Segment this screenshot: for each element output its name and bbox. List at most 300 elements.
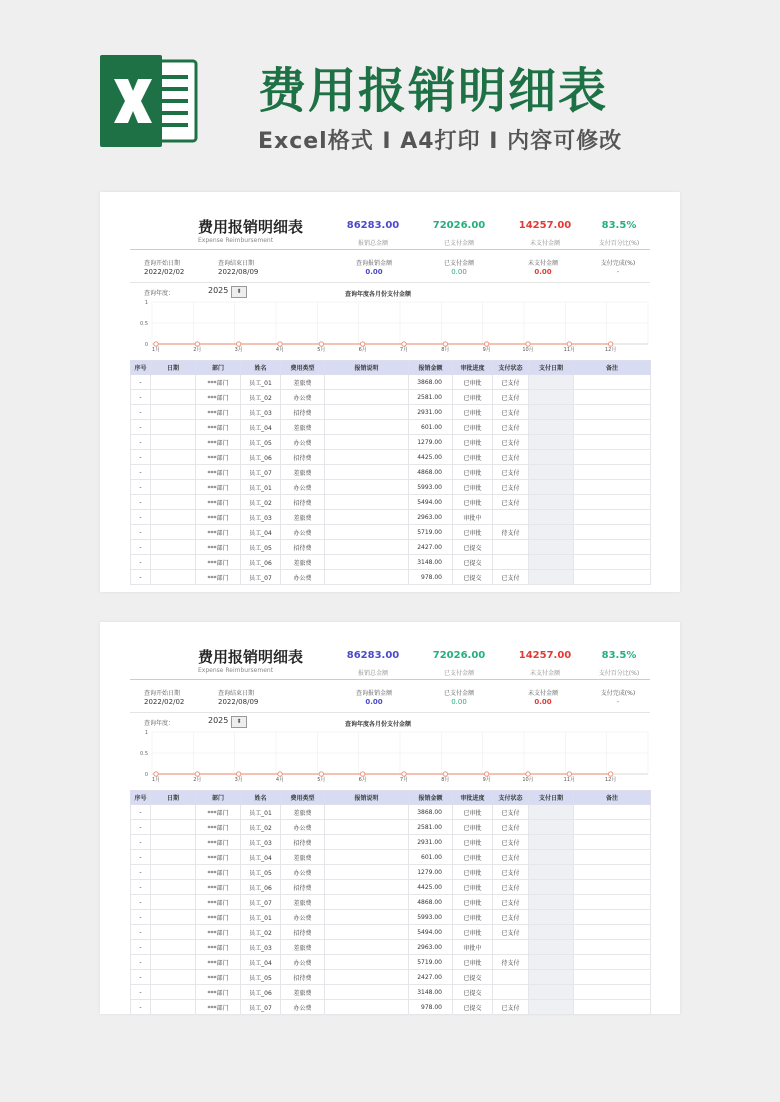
table-cell[interactable] xyxy=(151,880,196,895)
table-cell[interactable] xyxy=(574,925,651,940)
table-cell[interactable]: 差旅费 xyxy=(281,510,325,525)
table-cell[interactable] xyxy=(325,375,409,390)
table-cell[interactable]: 601.00 xyxy=(409,850,453,865)
query-start-value[interactable]: 2022/02/02 xyxy=(144,698,185,706)
table-cell[interactable]: - xyxy=(131,525,151,540)
table-cell[interactable] xyxy=(529,435,574,450)
table-cell[interactable] xyxy=(574,375,651,390)
table-cell[interactable]: 已审批 xyxy=(453,420,493,435)
table-cell[interactable]: 3148.00 xyxy=(409,555,453,570)
table-cell[interactable] xyxy=(151,375,196,390)
table-cell[interactable]: - xyxy=(131,405,151,420)
table-cell[interactable] xyxy=(325,1000,409,1015)
table-cell[interactable]: 已审批 xyxy=(453,435,493,450)
table-cell[interactable]: 4868.00 xyxy=(409,465,453,480)
table-cell[interactable] xyxy=(151,925,196,940)
table-cell[interactable]: 2963.00 xyxy=(409,510,453,525)
table-row[interactable] xyxy=(131,390,651,405)
table-cell[interactable]: 员工_03 xyxy=(241,835,281,850)
table-row[interactable] xyxy=(131,850,651,865)
table-cell[interactable]: 2581.00 xyxy=(409,390,453,405)
table-cell[interactable]: ***部门 xyxy=(196,1000,241,1015)
table-cell[interactable] xyxy=(325,420,409,435)
table-cell[interactable] xyxy=(151,405,196,420)
table-cell[interactable]: - xyxy=(131,955,151,970)
table-cell[interactable] xyxy=(529,895,574,910)
table-cell[interactable] xyxy=(151,480,196,495)
table-cell[interactable] xyxy=(151,495,196,510)
year-value[interactable]: 2025 xyxy=(208,286,229,295)
table-cell[interactable] xyxy=(529,850,574,865)
table-cell[interactable]: 已审批 xyxy=(453,880,493,895)
table-cell[interactable]: 2931.00 xyxy=(409,405,453,420)
table-cell[interactable] xyxy=(151,820,196,835)
table-cell[interactable] xyxy=(151,850,196,865)
table-cell[interactable]: - xyxy=(131,925,151,940)
table-cell[interactable] xyxy=(325,450,409,465)
year-value[interactable]: 2025 xyxy=(208,716,229,725)
table-cell[interactable] xyxy=(151,570,196,585)
table-cell[interactable]: ***部门 xyxy=(196,835,241,850)
table-cell[interactable] xyxy=(574,970,651,985)
table-cell[interactable] xyxy=(151,435,196,450)
table-cell[interactable]: 1279.00 xyxy=(409,435,453,450)
table-cell[interactable]: 已支付 xyxy=(493,880,529,895)
table-cell[interactable]: 员工_04 xyxy=(241,525,281,540)
table-cell[interactable]: - xyxy=(131,450,151,465)
table-cell[interactable] xyxy=(574,865,651,880)
table-row[interactable] xyxy=(131,820,651,835)
table-cell[interactable] xyxy=(325,910,409,925)
table-cell[interactable] xyxy=(325,480,409,495)
table-cell[interactable] xyxy=(325,970,409,985)
table-cell[interactable]: 办公费 xyxy=(281,1000,325,1015)
table-cell[interactable] xyxy=(529,540,574,555)
table-cell[interactable] xyxy=(574,985,651,1000)
table-cell[interactable]: 员工_02 xyxy=(241,820,281,835)
table-cell[interactable]: - xyxy=(131,850,151,865)
table-cell[interactable]: ***部门 xyxy=(196,480,241,495)
table-cell[interactable] xyxy=(325,540,409,555)
table-row[interactable] xyxy=(131,955,651,970)
table-cell[interactable] xyxy=(151,835,196,850)
table-cell[interactable]: 员工_02 xyxy=(241,495,281,510)
table-cell[interactable] xyxy=(325,820,409,835)
table-cell[interactable]: - xyxy=(131,910,151,925)
table-row[interactable] xyxy=(131,910,651,925)
table-cell[interactable] xyxy=(529,420,574,435)
table-row[interactable] xyxy=(131,465,651,480)
table-cell[interactable]: - xyxy=(131,820,151,835)
table-cell[interactable]: 已提交 xyxy=(453,555,493,570)
table-cell[interactable]: 员工_04 xyxy=(241,850,281,865)
table-cell[interactable]: 已审批 xyxy=(453,955,493,970)
table-cell[interactable]: ***部门 xyxy=(196,955,241,970)
table-row[interactable] xyxy=(131,925,651,940)
table-cell[interactable] xyxy=(529,865,574,880)
table-cell[interactable] xyxy=(151,420,196,435)
table-cell[interactable]: 已提交 xyxy=(453,1000,493,1015)
table-cell[interactable]: ***部门 xyxy=(196,390,241,405)
table-cell[interactable]: 招待费 xyxy=(281,925,325,940)
table-cell[interactable]: 员工_03 xyxy=(241,940,281,955)
table-cell[interactable]: 已支付 xyxy=(493,495,529,510)
table-cell[interactable]: - xyxy=(131,865,151,880)
table-cell[interactable]: 差旅费 xyxy=(281,895,325,910)
table-row[interactable] xyxy=(131,985,651,1000)
table-cell[interactable]: 已提交 xyxy=(453,540,493,555)
table-cell[interactable] xyxy=(574,1000,651,1015)
table-cell[interactable]: 员工_02 xyxy=(241,925,281,940)
table-cell[interactable]: 员工_06 xyxy=(241,555,281,570)
table-cell[interactable] xyxy=(574,880,651,895)
table-cell[interactable]: 5993.00 xyxy=(409,480,453,495)
table-cell[interactable]: 员工_02 xyxy=(241,390,281,405)
table-cell[interactable]: 已审批 xyxy=(453,925,493,940)
table-cell[interactable] xyxy=(574,525,651,540)
table-cell[interactable]: ***部门 xyxy=(196,570,241,585)
table-cell[interactable]: 已审批 xyxy=(453,895,493,910)
table-cell[interactable]: ***部门 xyxy=(196,850,241,865)
table-cell[interactable] xyxy=(529,910,574,925)
table-cell[interactable]: 员工_07 xyxy=(241,570,281,585)
table-cell[interactable]: 已审批 xyxy=(453,850,493,865)
table-cell[interactable]: 已提交 xyxy=(453,970,493,985)
table-cell[interactable]: 已支付 xyxy=(493,805,529,820)
table-cell[interactable] xyxy=(325,405,409,420)
table-cell[interactable] xyxy=(151,955,196,970)
table-cell[interactable] xyxy=(493,540,529,555)
table-row[interactable] xyxy=(131,555,651,570)
table-cell[interactable] xyxy=(574,480,651,495)
table-row[interactable] xyxy=(131,895,651,910)
table-cell[interactable] xyxy=(529,570,574,585)
table-cell[interactable]: 招待费 xyxy=(281,450,325,465)
table-cell[interactable] xyxy=(493,555,529,570)
table-cell[interactable] xyxy=(529,940,574,955)
table-row[interactable] xyxy=(131,375,651,390)
table-cell[interactable] xyxy=(574,940,651,955)
table-cell[interactable] xyxy=(151,895,196,910)
table-cell[interactable]: 已支付 xyxy=(493,910,529,925)
table-cell[interactable] xyxy=(151,970,196,985)
table-cell[interactable]: 员工_07 xyxy=(241,465,281,480)
table-row[interactable] xyxy=(131,525,651,540)
table-cell[interactable] xyxy=(493,510,529,525)
table-cell[interactable]: 已审批 xyxy=(453,375,493,390)
table-cell[interactable]: 审批中 xyxy=(453,510,493,525)
table-cell[interactable] xyxy=(151,450,196,465)
table-cell[interactable] xyxy=(529,805,574,820)
table-cell[interactable]: 已支付 xyxy=(493,405,529,420)
table-cell[interactable]: 办公费 xyxy=(281,480,325,495)
table-cell[interactable]: - xyxy=(131,895,151,910)
table-cell[interactable] xyxy=(151,540,196,555)
table-cell[interactable] xyxy=(151,465,196,480)
table-cell[interactable]: - xyxy=(131,375,151,390)
table-cell[interactable]: ***部门 xyxy=(196,970,241,985)
table-cell[interactable]: 已支付 xyxy=(493,850,529,865)
table-cell[interactable] xyxy=(529,510,574,525)
table-cell[interactable] xyxy=(529,450,574,465)
table-cell[interactable]: 已支付 xyxy=(493,1000,529,1015)
table-cell[interactable]: 4868.00 xyxy=(409,895,453,910)
table-cell[interactable]: 办公费 xyxy=(281,570,325,585)
table-cell[interactable]: 已审批 xyxy=(453,820,493,835)
table-row[interactable] xyxy=(131,805,651,820)
table-cell[interactable]: 4425.00 xyxy=(409,880,453,895)
table-row[interactable] xyxy=(131,835,651,850)
table-cell[interactable] xyxy=(151,940,196,955)
table-cell[interactable]: 员工_07 xyxy=(241,1000,281,1015)
table-cell[interactable] xyxy=(151,510,196,525)
table-cell[interactable]: 招待费 xyxy=(281,970,325,985)
table-cell[interactable]: ***部门 xyxy=(196,405,241,420)
table-cell[interactable] xyxy=(151,910,196,925)
table-cell[interactable]: 员工_01 xyxy=(241,480,281,495)
table-cell[interactable]: ***部门 xyxy=(196,465,241,480)
table-cell[interactable]: 已审批 xyxy=(453,835,493,850)
table-cell[interactable] xyxy=(325,895,409,910)
table-cell[interactable] xyxy=(151,525,196,540)
table-cell[interactable]: 员工_04 xyxy=(241,955,281,970)
table-row[interactable] xyxy=(131,510,651,525)
table-cell[interactable]: ***部门 xyxy=(196,910,241,925)
table-cell[interactable] xyxy=(529,985,574,1000)
table-cell[interactable] xyxy=(325,805,409,820)
table-row[interactable] xyxy=(131,480,651,495)
table-cell[interactable] xyxy=(151,390,196,405)
table-cell[interactable]: 办公费 xyxy=(281,435,325,450)
table-cell[interactable]: 员工_05 xyxy=(241,865,281,880)
table-cell[interactable]: 978.00 xyxy=(409,1000,453,1015)
table-cell[interactable]: 员工_06 xyxy=(241,450,281,465)
table-cell[interactable]: 已审批 xyxy=(453,910,493,925)
table-cell[interactable]: 已支付 xyxy=(493,420,529,435)
table-cell[interactable]: ***部门 xyxy=(196,985,241,1000)
table-cell[interactable] xyxy=(529,480,574,495)
query-end-value[interactable]: 2022/08/09 xyxy=(218,268,259,276)
table-cell[interactable]: ***部门 xyxy=(196,495,241,510)
table-cell[interactable]: 5719.00 xyxy=(409,525,453,540)
table-cell[interactable]: 5993.00 xyxy=(409,910,453,925)
table-cell[interactable]: 已审批 xyxy=(453,525,493,540)
table-cell[interactable]: ***部门 xyxy=(196,435,241,450)
table-cell[interactable] xyxy=(529,465,574,480)
table-cell[interactable] xyxy=(325,525,409,540)
table-row[interactable] xyxy=(131,495,651,510)
table-cell[interactable] xyxy=(529,405,574,420)
table-cell[interactable] xyxy=(325,835,409,850)
table-cell[interactable]: - xyxy=(131,390,151,405)
table-cell[interactable]: - xyxy=(131,940,151,955)
table-cell[interactable] xyxy=(574,910,651,925)
table-cell[interactable]: 已支付 xyxy=(493,465,529,480)
table-cell[interactable]: 已审批 xyxy=(453,390,493,405)
table-cell[interactable]: 员工_04 xyxy=(241,420,281,435)
table-cell[interactable] xyxy=(151,805,196,820)
table-cell[interactable] xyxy=(529,390,574,405)
table-cell[interactable]: 1279.00 xyxy=(409,865,453,880)
table-cell[interactable]: 办公费 xyxy=(281,910,325,925)
table-cell[interactable]: 差旅费 xyxy=(281,985,325,1000)
table-row[interactable] xyxy=(131,865,651,880)
table-cell[interactable]: 员工_01 xyxy=(241,375,281,390)
table-cell[interactable]: - xyxy=(131,570,151,585)
table-cell[interactable]: 2581.00 xyxy=(409,820,453,835)
table-cell[interactable] xyxy=(574,435,651,450)
table-cell[interactable]: - xyxy=(131,985,151,1000)
table-row[interactable] xyxy=(131,880,651,895)
table-cell[interactable]: ***部门 xyxy=(196,375,241,390)
table-cell[interactable]: 员工_01 xyxy=(241,910,281,925)
table-cell[interactable]: 3868.00 xyxy=(409,375,453,390)
table-cell[interactable] xyxy=(529,1000,574,1015)
table-cell[interactable]: ***部门 xyxy=(196,525,241,540)
table-cell[interactable] xyxy=(574,450,651,465)
table-cell[interactable]: 已支付 xyxy=(493,450,529,465)
table-cell[interactable]: 已审批 xyxy=(453,805,493,820)
table-cell[interactable]: 2427.00 xyxy=(409,540,453,555)
year-spinner[interactable]: ⬍ xyxy=(231,716,247,728)
table-cell[interactable] xyxy=(325,465,409,480)
table-cell[interactable] xyxy=(325,495,409,510)
table-cell[interactable] xyxy=(493,985,529,1000)
table-cell[interactable]: 已提交 xyxy=(453,985,493,1000)
table-cell[interactable]: ***部门 xyxy=(196,420,241,435)
table-cell[interactable]: 已支付 xyxy=(493,865,529,880)
year-spinner[interactable]: ⬍ xyxy=(231,286,247,298)
table-cell[interactable]: ***部门 xyxy=(196,865,241,880)
table-cell[interactable]: - xyxy=(131,480,151,495)
table-row[interactable] xyxy=(131,405,651,420)
table-cell[interactable] xyxy=(325,850,409,865)
table-cell[interactable]: 已支付 xyxy=(493,820,529,835)
table-cell[interactable]: 601.00 xyxy=(409,420,453,435)
table-cell[interactable]: 5494.00 xyxy=(409,495,453,510)
table-cell[interactable]: ***部门 xyxy=(196,510,241,525)
table-cell[interactable] xyxy=(574,420,651,435)
table-cell[interactable]: - xyxy=(131,835,151,850)
query-start-value[interactable]: 2022/02/02 xyxy=(144,268,185,276)
table-cell[interactable] xyxy=(529,820,574,835)
table-cell[interactable]: 已支付 xyxy=(493,570,529,585)
table-cell[interactable] xyxy=(493,970,529,985)
table-cell[interactable]: ***部门 xyxy=(196,540,241,555)
table-cell[interactable] xyxy=(529,955,574,970)
table-cell[interactable]: 已审批 xyxy=(453,450,493,465)
table-cell[interactable]: 3148.00 xyxy=(409,985,453,1000)
table-cell[interactable]: ***部门 xyxy=(196,880,241,895)
table-cell[interactable] xyxy=(574,540,651,555)
table-cell[interactable] xyxy=(529,495,574,510)
table-cell[interactable]: 已审批 xyxy=(453,495,493,510)
table-cell[interactable]: 员工_05 xyxy=(241,970,281,985)
table-cell[interactable]: 2931.00 xyxy=(409,835,453,850)
table-cell[interactable]: - xyxy=(131,555,151,570)
table-cell[interactable]: 已支付 xyxy=(493,835,529,850)
table-cell[interactable] xyxy=(325,390,409,405)
table-cell[interactable]: ***部门 xyxy=(196,925,241,940)
table-cell[interactable] xyxy=(574,465,651,480)
table-cell[interactable]: 2427.00 xyxy=(409,970,453,985)
table-cell[interactable] xyxy=(574,955,651,970)
table-row[interactable] xyxy=(131,970,651,985)
table-cell[interactable]: 已提交 xyxy=(453,570,493,585)
table-cell[interactable] xyxy=(325,435,409,450)
table-cell[interactable] xyxy=(574,895,651,910)
table-cell[interactable] xyxy=(574,510,651,525)
table-cell[interactable] xyxy=(529,970,574,985)
table-cell[interactable]: 已支付 xyxy=(493,480,529,495)
table-cell[interactable]: 已支付 xyxy=(493,925,529,940)
table-cell[interactable]: 5719.00 xyxy=(409,955,453,970)
table-cell[interactable]: 待支付 xyxy=(493,955,529,970)
table-cell[interactable] xyxy=(151,985,196,1000)
table-cell[interactable] xyxy=(529,925,574,940)
table-cell[interactable]: ***部门 xyxy=(196,820,241,835)
table-cell[interactable] xyxy=(574,405,651,420)
table-cell[interactable]: - xyxy=(131,880,151,895)
table-row[interactable] xyxy=(131,420,651,435)
table-cell[interactable] xyxy=(151,865,196,880)
table-cell[interactable] xyxy=(574,805,651,820)
table-cell[interactable]: 已支付 xyxy=(493,390,529,405)
table-cell[interactable]: 差旅费 xyxy=(281,420,325,435)
table-cell[interactable] xyxy=(325,940,409,955)
table-cell[interactable] xyxy=(493,940,529,955)
table-cell[interactable]: - xyxy=(131,970,151,985)
table-cell[interactable] xyxy=(529,375,574,390)
table-cell[interactable]: - xyxy=(131,420,151,435)
table-cell[interactable] xyxy=(325,955,409,970)
table-cell[interactable]: - xyxy=(131,805,151,820)
table-cell[interactable]: 4425.00 xyxy=(409,450,453,465)
table-cell[interactable]: 已审批 xyxy=(453,465,493,480)
table-cell[interactable]: - xyxy=(131,465,151,480)
table-row[interactable] xyxy=(131,450,651,465)
table-cell[interactable] xyxy=(574,390,651,405)
table-cell[interactable] xyxy=(325,985,409,1000)
table-cell[interactable] xyxy=(325,880,409,895)
table-cell[interactable]: 办公费 xyxy=(281,525,325,540)
table-cell[interactable]: 员工_01 xyxy=(241,805,281,820)
table-cell[interactable]: - xyxy=(131,495,151,510)
table-cell[interactable] xyxy=(325,570,409,585)
table-cell[interactable] xyxy=(325,865,409,880)
table-cell[interactable]: 招待费 xyxy=(281,835,325,850)
table-cell[interactable]: 差旅费 xyxy=(281,940,325,955)
table-cell[interactable]: 已审批 xyxy=(453,405,493,420)
table-cell[interactable] xyxy=(574,495,651,510)
table-cell[interactable]: 5494.00 xyxy=(409,925,453,940)
table-cell[interactable]: 差旅费 xyxy=(281,555,325,570)
table-cell[interactable]: ***部门 xyxy=(196,940,241,955)
table-cell[interactable]: ***部门 xyxy=(196,555,241,570)
table-cell[interactable] xyxy=(574,835,651,850)
table-cell[interactable]: 已支付 xyxy=(493,895,529,910)
table-cell[interactable]: 招待费 xyxy=(281,495,325,510)
table-cell[interactable]: 差旅费 xyxy=(281,805,325,820)
table-cell[interactable]: 招待费 xyxy=(281,880,325,895)
table-cell[interactable]: - xyxy=(131,540,151,555)
table-cell[interactable]: 已审批 xyxy=(453,480,493,495)
table-cell[interactable]: 办公费 xyxy=(281,955,325,970)
table-cell[interactable]: 员工_03 xyxy=(241,510,281,525)
table-cell[interactable]: 员工_07 xyxy=(241,895,281,910)
table-cell[interactable] xyxy=(529,555,574,570)
table-cell[interactable]: 员工_06 xyxy=(241,880,281,895)
